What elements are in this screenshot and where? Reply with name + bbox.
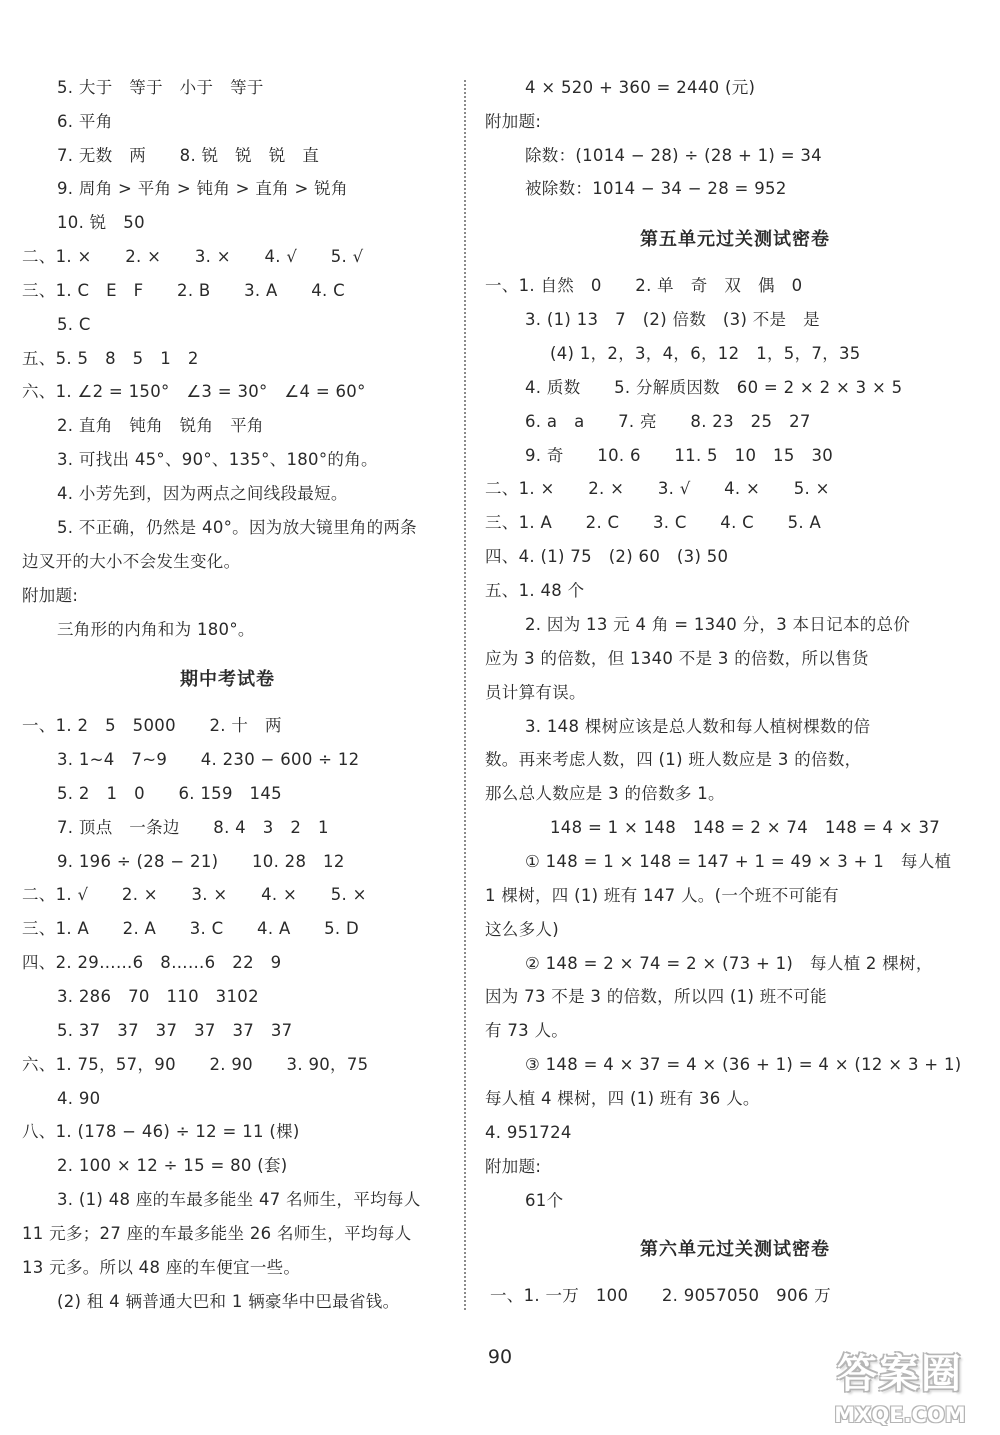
answer-line: 那么总人数应是 3 的倍数多 1。: [485, 784, 725, 803]
watermark-mark: 答案圈: [837, 1351, 963, 1397]
answer-line: 二、1. × 2. × 3. √ 4. × 5. ×: [485, 479, 830, 498]
answer-line: ③ 148 = 4 × 37 = 4 × (36 + 1) = 4 × (12 × 3 + 1): [525, 1055, 962, 1074]
answer-line: 因为 73 不是 3 的倍数，所以四 (1) 班不可能: [485, 987, 827, 1006]
watermark-url: MXQE.COM: [834, 1403, 966, 1427]
answer-line: 11 元多；27 座的车最多能坐 26 名师生，平均每人: [22, 1224, 412, 1243]
answer-line: 六、1. ∠2 = 150° ∠3 = 30° ∠4 = 60°: [22, 382, 366, 401]
answer-line: 每人植 4 棵树，四 (1) 班有 36 人。: [485, 1089, 760, 1108]
answer-line: 三、1. A 2. A 3. C 4. A 5. D: [22, 919, 360, 938]
answer-line: 四、4. (1) 75 (2) 60 (3) 50: [485, 547, 729, 566]
answer-line: 7. 无数 两 8. 锐 锐 锐 直: [57, 146, 320, 165]
answer-line: 五、1. 48 个: [485, 581, 585, 600]
answer-line: 4. 90: [57, 1089, 101, 1108]
answer-line: 2. 因为 13 元 4 角 = 1340 分，3 本日记本的总价: [525, 615, 911, 634]
answer-line: 一、1. 自然 0 2. 单 奇 双 偶 0: [485, 276, 803, 295]
answer-line: 61个: [525, 1191, 564, 1210]
bonus-label: 附加题:: [485, 1157, 542, 1176]
answer-line: 二、1. × 2. × 3. × 4. √ 5. √: [22, 247, 364, 266]
answer-line: 一、1. 2 5 5000 2. 十 两: [22, 716, 282, 735]
answer-line: ① 148 = 1 × 148 = 147 + 1 = 49 × 3 + 1 每人植: [525, 852, 952, 871]
answer-line: 7. 顶点 一条边 8. 4 3 2 1: [57, 818, 329, 837]
answer-line: 4. 质数 5. 分解质因数 60 = 2 × 2 × 3 × 5: [525, 378, 903, 397]
answer-line: 5. 2 1 0 6. 159 145: [57, 784, 282, 803]
answer-line: 13 元多。所以 48 座的车便宜一些。: [22, 1258, 301, 1277]
section-heading-midterm: 期中考试卷: [180, 669, 275, 690]
answer-line: 员计算有误。: [485, 683, 586, 702]
answer-line: 三、1. C E F 2. B 3. A 4. C: [22, 281, 345, 300]
answer-line: 5. 大于 等于 小于 等于: [57, 78, 264, 97]
answer-line: 数。再来考虑人数，四 (1) 班人数应是 3 的倍数，: [485, 750, 862, 769]
answer-line: 10. 锐 50: [57, 213, 145, 232]
section-heading-unit6: 第六单元过关测试密卷: [640, 1239, 830, 1260]
answer-line: 3. (1) 48 座的车最多能坐 47 名师生，平均每人: [57, 1190, 421, 1209]
answer-line: 五、5. 5 8 5 1 2: [22, 349, 199, 368]
answer-line: 9. 周角 > 平角 > 钝角 > 直角 > 锐角: [57, 179, 348, 198]
bonus-label: 附加题:: [485, 112, 542, 131]
watermark-logo: [810, 1345, 990, 1430]
answer-line: 1 棵树，四 (1) 班有 147 人。(一个班不可能有: [485, 886, 839, 905]
column-divider: [464, 80, 466, 1310]
answer-line: (2) 租 4 辆普通大巴和 1 辆豪华中巴最省钱。: [57, 1292, 400, 1311]
answer-line: 八、1. (178 − 46) ÷ 12 = 11 (棵): [22, 1122, 300, 1141]
answer-line: 4. 951724: [485, 1123, 572, 1142]
answer-line: 一、1. 一万 100 2. 9057050 906 万: [490, 1286, 831, 1305]
answer-line: 9. 奇 10. 6 11. 5 10 15 30: [525, 446, 834, 465]
answer-line: 3. (1) 13 7 (2) 倍数 (3) 不是 是: [525, 310, 820, 329]
answer-line: 3. 可找出 45°、90°、135°、180°的角。: [57, 450, 378, 469]
page-number: 90: [487, 1346, 513, 1368]
answer-line: 除数：(1014 − 28) ÷ (28 + 1) = 34: [525, 146, 822, 165]
answer-line: 148 = 1 × 148 148 = 2 × 74 148 = 4 × 37: [550, 818, 941, 837]
answer-line: 有 73 人。: [485, 1021, 569, 1040]
answer-line: 六、1. 75，57，90 2. 90 3. 90，75: [22, 1055, 369, 1074]
answer-line: (4) 1，2，3，4，6，12 1，5，7，35: [550, 344, 861, 363]
answer-line: 4. 小芳先到，因为两点之间线段最短。: [57, 484, 348, 503]
answer-line: 这么多人): [485, 920, 559, 939]
answer-line: 2. 100 × 12 ÷ 15 = 80 (套): [57, 1156, 288, 1175]
answer-line: 5. 不正确，仍然是 40°。因为放大镜里角的两条: [57, 518, 417, 537]
answer-line: 三角形的内角和为 180°。: [57, 620, 255, 639]
answer-line: 四、2. 29……6 8……6 22 9: [22, 953, 282, 972]
answer-line: 9. 196 ÷ (28 − 21) 10. 28 12: [57, 852, 345, 871]
section-heading-unit5: 第五单元过关测试密卷: [640, 229, 830, 250]
answer-line: 3. 286 70 110 3102: [57, 987, 259, 1006]
answer-line: 6. a a 7. 亮 8. 23 25 27: [525, 412, 811, 431]
answer-line: 6. 平角: [57, 112, 113, 131]
answer-line: 二、1. √ 2. × 3. × 4. × 5. ×: [22, 885, 367, 904]
answer-line: 边叉开的大小不会发生变化。: [22, 552, 241, 571]
answer-line: 三、1. A 2. C 3. C 4. C 5. A: [485, 513, 822, 532]
answer-line: 被除数：1014 − 34 − 28 = 952: [525, 179, 787, 198]
answer-line: 2. 直角 钝角 锐角 平角: [57, 416, 264, 435]
bonus-label: 附加题:: [22, 586, 79, 605]
answer-line: 5. C: [57, 315, 91, 334]
answer-line: 3. 148 棵树应该是总人数和每人植树棵数的倍: [525, 717, 871, 736]
answer-line: 4 × 520 + 360 = 2440 (元): [525, 78, 756, 97]
answer-line: 5. 37 37 37 37 37 37: [57, 1021, 293, 1040]
answer-line: 应为 3 的倍数，但 1340 不是 3 的倍数，所以售货: [485, 649, 869, 668]
answer-line: 3. 1~4 7~9 4. 230 − 600 ÷ 12: [57, 750, 360, 769]
answer-line: ② 148 = 2 × 74 = 2 × (73 + 1) 每人植 2 棵树，: [525, 954, 933, 973]
